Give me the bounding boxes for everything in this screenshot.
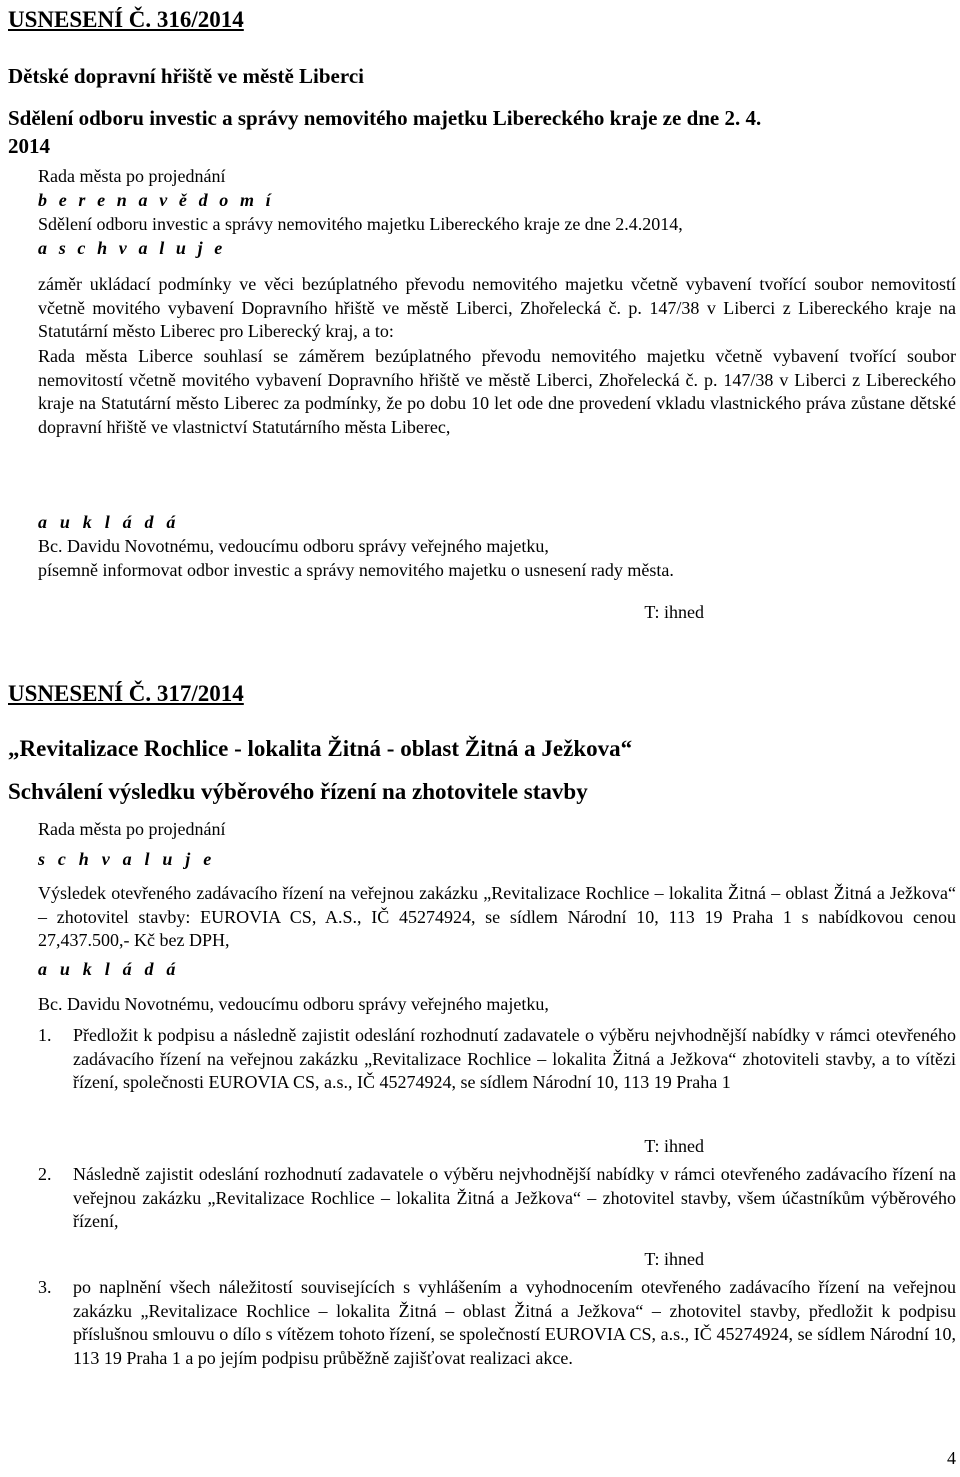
list-item <box>8 1024 956 1095</box>
pisemne-text: písemně informovat odbor investic a správy nemovitého majetku o usnesení rady města. <box>38 560 674 580</box>
termin-ihned-2: T: ihned <box>644 1249 704 1269</box>
list-item <box>8 1276 956 1370</box>
page-number: 4 <box>947 1448 956 1469</box>
zamer-paragraph: záměr ukládací podmínky ve věci bezúplatného převodu nemovitého majetku včetně vybavení tvořící soubor nemovitostí včetně movitého vybavení Dopravního hřiště ve městě Liberci, Zhořelecká č. p. 147/38 v Liberci z Libereckého kraje na Statutární město Liberec pro Liberecký kraj, a to: <box>38 274 956 342</box>
resolution-317-heading: USNESENÍ Č. 317/2014 <box>8 681 244 706</box>
resolution-316-title: Dětské dopravní hřiště ve městě Liberci <box>8 64 364 88</box>
termin-ihned-1: T: ihned <box>644 1136 704 1156</box>
rada-projednani-2: Rada města po projednání <box>38 819 226 839</box>
davidu-text: Bc. Davidu Novotnému, vedoucímu odboru správy veřejného majetku, <box>38 536 549 556</box>
termin-ihned: T: ihned <box>644 602 704 622</box>
list-item-number: 1. <box>38 1025 52 1045</box>
sdeleni-text: Sdělení odboru investic a správy nemovitého majetku Libereckého kraje ze dne 2.4.2014, <box>38 214 683 234</box>
list-item-number: 3. <box>38 1277 52 1297</box>
uklada-label: a u k l á d á <box>38 512 180 532</box>
list-item-text: Předložit k podpisu a následně zajistit odeslání rozhodnutí zadavatele o výběru nejvhodnější nabídky v rámci otevřeného zadávacího řízení na veřejnou zakázku „Revitalizace Rochlice – lokalita Žitná a Ježkova“ zhotoviteli stavby, a to vítězi řízení, společnosti EUROVIA CS, a.s., IČ 45274924, se sídlem Národní 10, 113 19 Praha 1 <box>73 1025 956 1093</box>
list-item <box>8 1163 956 1234</box>
resolution-316-heading: USNESENÍ Č. 316/2014 <box>8 7 244 32</box>
rada-projednani: Rada města po projednání <box>38 166 226 186</box>
resolution-317-title: „Revitalizace Rochlice - lokalita Žitná - oblast Žitná a Ježkova“ <box>8 736 633 761</box>
rada-souhlasi-paragraph: Rada města Liberce souhlasí se záměrem bezúplatného převodu nemovitého majetku včetně vybavení tvořící soubor nemovitostí včetně movitého vybavení Dopravního hřiště ve městě Liberci, Zhořelecká č. p. 147/38 v Liberci z Libereckého kraje na Statutární město Liberec za podmínky, že po dobu 10 let ode dne provedení vkladu vlastnického práva zůstane dětské dopravní hřiště ve vlastnictví Statutárního města Liberec, <box>38 346 956 437</box>
list-item-text: Následně zajistit odeslání rozhodnutí zadavatele o výběru nejvhodnější nabídky v rámci otevřeného zadávacího řízení na veřejnou zakázku „Revitalizace Rochlice – lokalita Žitná a Ježkova“ – zhotovitel stavby, všem účastníkům výběrového řízení, <box>73 1164 956 1232</box>
davidu-text-2: Bc. Davidu Novotnému, vedoucímu odboru správy veřejného majetku, <box>38 994 549 1014</box>
uklada-label-2: a u k l á d á <box>38 959 180 979</box>
schvaluje-label: a s c h v a l u j e <box>38 238 226 258</box>
list-item-number: 2. <box>38 1164 52 1184</box>
resolution-317-subtitle: Schválení výsledku výběrového řízení na zhotovitele stavby <box>8 779 588 804</box>
list-item-text: po naplnění všech náležitostí souvisejících s vyhlášením a vyhodnocením otevřeného zadávacího řízení na veřejnou zakázku „Revitalizace Rochlice – lokalita Žitná – oblast Žitná a Ježkova“ – zhotovitel stavby, předložit k podpisu příslušnou smlouvu o dílo s vítězem tohoto řízení, se společností EUROVIA CS, a.s., IČ 45274924, se sídlem Národní 10, 113 19 Praha 1 a po jejím podpisu průběžně zajišťovat realizaci akce. <box>73 1277 956 1368</box>
resolution-316-subtitle-line2: 2014 <box>8 134 50 158</box>
schvaluje-label-2: s c h v a l u j e <box>38 849 216 869</box>
vysledek-paragraph: Výsledek otevřeného zadávacího řízení na veřejnou zakázku „Revitalizace Rochlice – lokalita Žitná – oblast Žitná a Ježkova“ – zhotovitel stavby: EUROVIA CS, A.S., IČ 45274924, se sídlem Národní 10, 113 19 Praha 1 s nabídkovou cenou 27,437.500,- Kč bez DPH, <box>38 883 956 951</box>
bere-na-vedomi: b e r e n a v ě d o m í <box>38 190 275 210</box>
resolution-316-subtitle-line1: Sdělení odboru investic a správy nemovitého majetku Libereckého kraje ze dne 2. 4. <box>8 106 762 130</box>
